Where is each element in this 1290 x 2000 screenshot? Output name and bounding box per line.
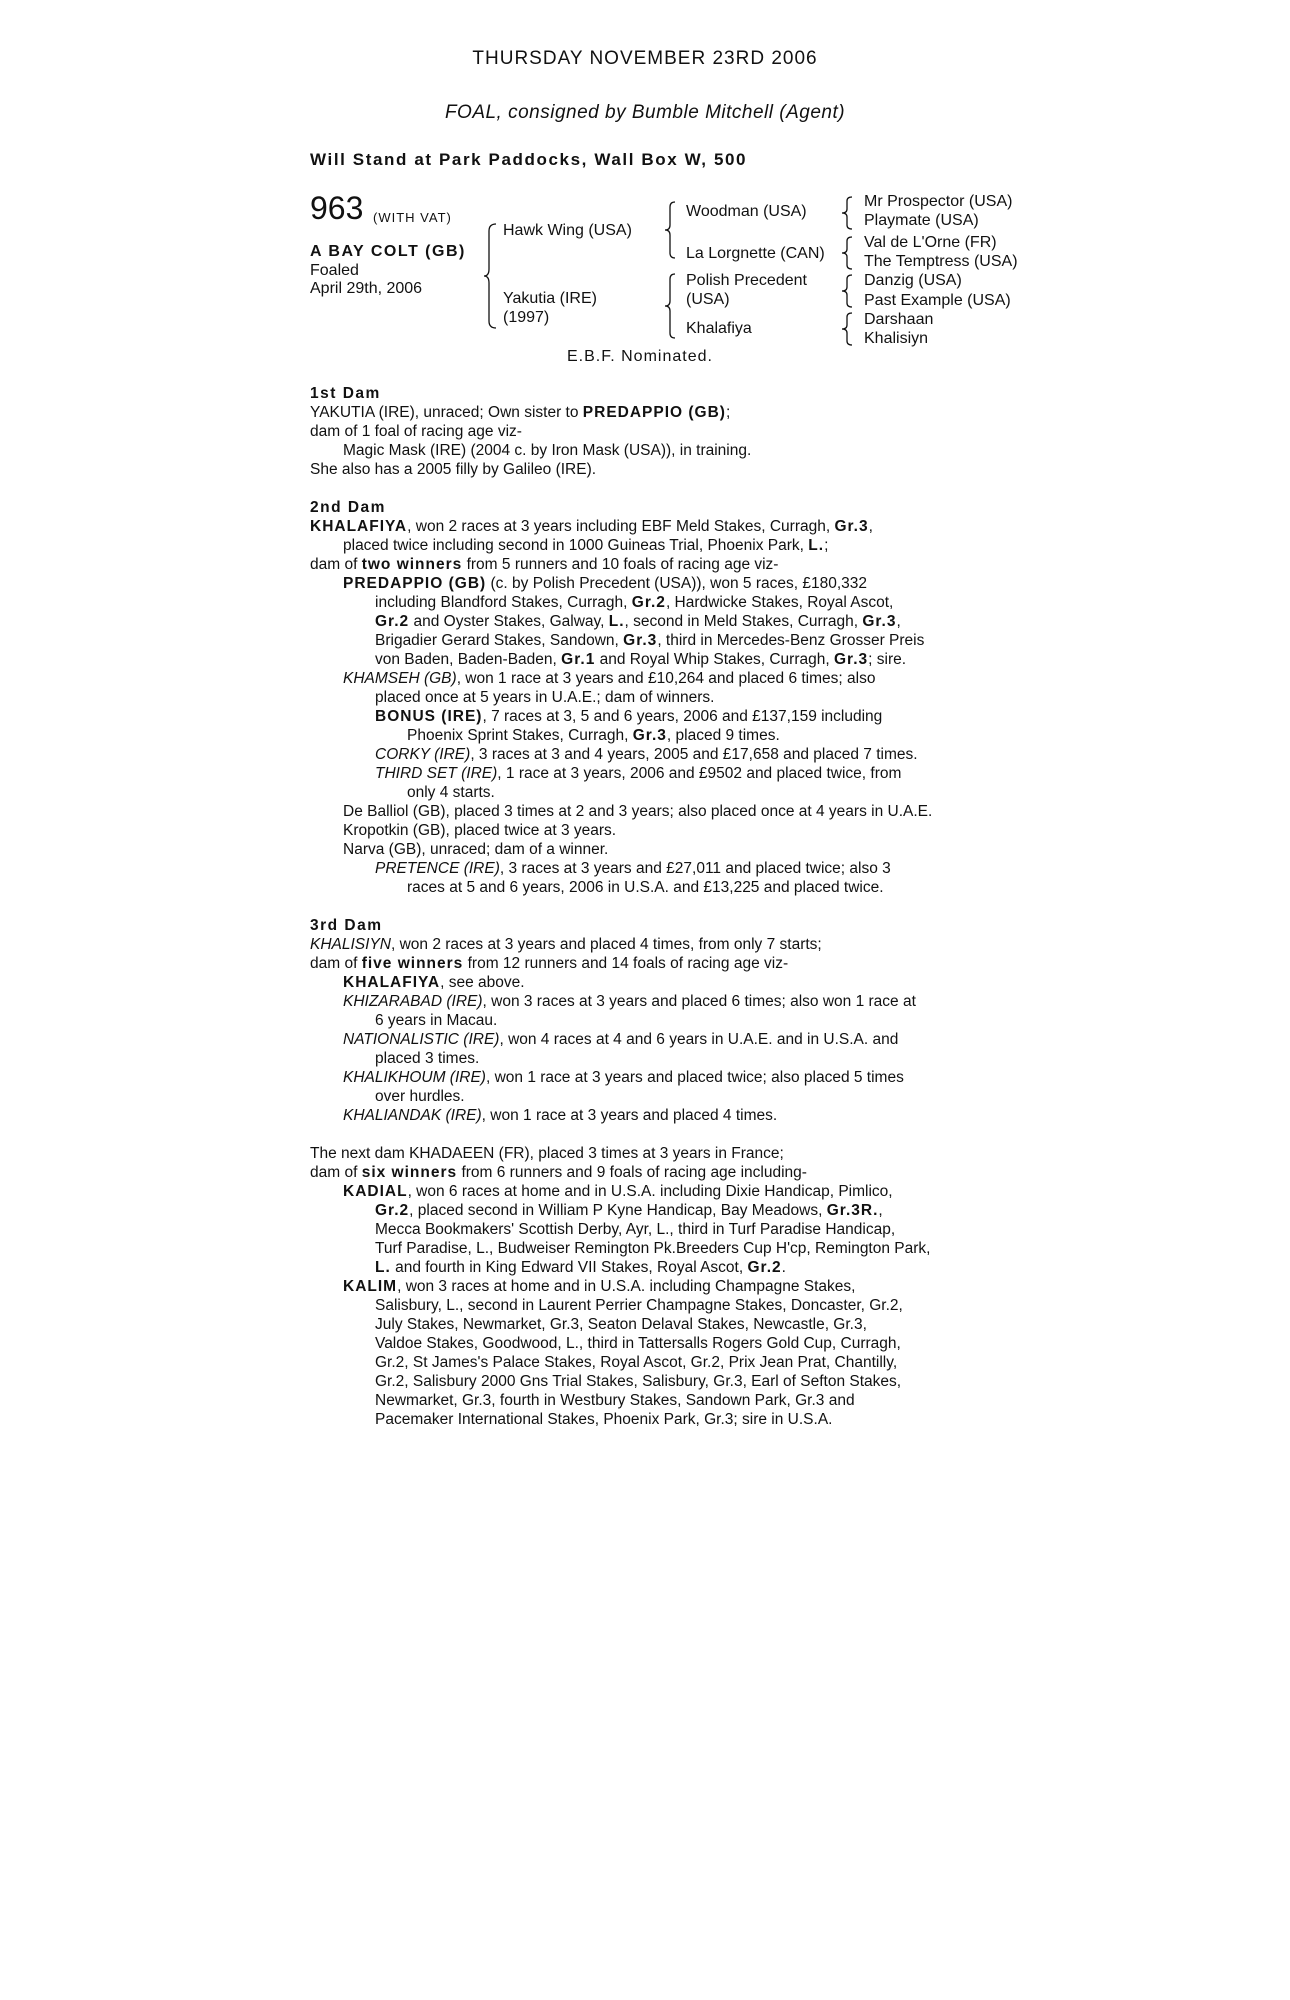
first-dam-line: She also has a 2005 filly by Galileo (IRE).: [310, 461, 597, 478]
second-dam-line: dam of two winners from 5 runners and 10 foals of racing age viz-: [310, 556, 779, 573]
second-dam-line: THIRD SET (IRE), 1 race at 3 years, 2006 and £9502 and placed twice, from: [375, 765, 902, 782]
second-dam-line: including Blandford Stakes, Curragh, Gr.2, Hardwicke Stakes, Royal Ascot,: [375, 594, 894, 611]
pedigree-dam-sire-name: Polish Precedent: [686, 272, 807, 289]
foaled-label: Foaled: [310, 262, 359, 279]
third-dam-line: KHALAFIYA, see above.: [343, 974, 525, 991]
ebf-nominated: E.B.F. Nominated.: [567, 348, 713, 365]
vat-note: (WITH VAT): [373, 210, 452, 225]
sale-date: THURSDAY NOVEMBER 23RD 2006: [472, 48, 818, 69]
pedigree-dam-dam: Khalafiya: [686, 320, 752, 337]
next-dam-line: Turf Paradise, L., Budweiser Remington Pk.Breeders Cup H'cp, Remington Park,: [375, 1240, 931, 1257]
third-dam-line: dam of five winners from 12 runners and 14 foals of racing age viz-: [310, 955, 789, 972]
pedigree-dam-sire: [686, 271, 807, 309]
lot-number: 963: [310, 190, 364, 226]
second-dam-section: [310, 498, 990, 897]
third-dam-heading: 3rd Dam: [310, 917, 383, 934]
next-dam-line: Gr.2, St James's Palace Stakes, Royal Ascot, Gr.2, Prix Jean Prat, Chantilly,: [375, 1354, 898, 1371]
third-dam-section: [310, 916, 990, 1125]
second-dam-line: KHALAFIYA, won 2 races at 3 years including EBF Meld Stakes, Curragh, Gr.3,: [310, 518, 873, 535]
second-dam-line: placed once at 5 years in U.A.E.; dam of winners.: [375, 689, 715, 706]
next-dam-line: July Stakes, Newmarket, Gr.3, Seaton Delaval Stakes, Newcastle, Gr.3,: [375, 1316, 867, 1333]
pedigree-g4: The Temptress (USA): [864, 253, 1018, 270]
first-dam-line: dam of 1 foal of racing age viz-: [310, 423, 522, 440]
pedigree-dam-name: Yakutia (IRE): [503, 290, 597, 307]
stand-location: Will Stand at Park Paddocks, Wall Box W, 500: [310, 150, 748, 169]
pedigree-dam-year: (1997): [503, 309, 550, 326]
next-dam-section: [310, 1144, 990, 1429]
third-dam-line: placed 3 times.: [375, 1050, 480, 1067]
pedigree-brace-g3: [842, 273, 854, 309]
second-dam-line: races at 5 and 6 years, 2006 in U.S.A. and £13,225 and placed twice.: [407, 879, 884, 896]
next-dam-line: The next dam KHADAEEN (FR), placed 3 times at 3 years in France;: [310, 1145, 784, 1162]
next-dam-line: Gr.2, Salisbury 2000 Gns Trial Stakes, Salisbury, Gr.3, Earl of Sefton Stakes,: [375, 1373, 902, 1390]
pedigree-g8: Khalisiyn: [864, 330, 929, 347]
next-dam-line: Gr.2, placed second in William P Kyne Handicap, Bay Meadows, Gr.3R.,: [375, 1202, 883, 1219]
third-dam-line: KHIZARABAD (IRE), won 3 races at 3 years and placed 6 times; also won 1 race at: [343, 993, 916, 1010]
foaled-info: [310, 262, 422, 298]
second-dam-line: Gr.2 and Oyster Stakes, Galway, L., second in Meld Stakes, Curragh, Gr.3,: [375, 613, 901, 630]
pedigree-brace-g1: [842, 195, 854, 231]
second-dam-line: PRETENCE (IRE), 3 races at 3 years and £27,011 and placed twice; also 3: [375, 860, 891, 877]
pedigree-g6: Past Example (USA): [864, 292, 1011, 309]
next-dam-line: KADIAL, won 6 races at home and in U.S.A. including Dixie Handicap, Pimlico,: [343, 1183, 893, 1200]
second-dam-line: Brigadier Gerard Stakes, Sandown, Gr.3, third in Mercedes-Benz Grosser Preis: [375, 632, 925, 649]
pedigree-brace-dam: [665, 272, 677, 340]
pedigree-brace-g2: [842, 235, 854, 271]
second-dam-line: Narva (GB), unraced; dam of a winner.: [343, 841, 609, 858]
next-dam-line: dam of six winners from 6 runners and 9 foals of racing age including-: [310, 1164, 807, 1181]
next-dam-line: L. and fourth in King Edward VII Stakes, Royal Ascot, Gr.2.: [375, 1259, 786, 1276]
consignor-line: FOAL, consigned by Bumble Mitchell (Agent): [444, 102, 846, 123]
next-dam-line: Valdoe Stakes, Goodwood, L., third in Tattersalls Rogers Gold Cup, Curragh,: [375, 1335, 901, 1352]
first-dam-line: YAKUTIA (IRE), unraced; Own sister to PREDAPPIO (GB);: [310, 404, 731, 421]
second-dam-line: KHAMSEH (GB), won 1 race at 3 years and £10,264 and placed 6 times; also: [343, 670, 876, 687]
pedigree-brace-sire: [665, 200, 677, 260]
second-dam-line: Kropotkin (GB), placed twice at 3 years.: [343, 822, 617, 839]
foaled-date: April 29th, 2006: [310, 280, 423, 297]
third-dam-line: KHALISIYN, won 2 races at 3 years and placed 4 times, from only 7 starts;: [310, 936, 822, 953]
pedigree-brace-g4: [842, 311, 854, 347]
next-dam-line: Salisbury, L., second in Laurent Perrier Champagne Stakes, Doncaster, Gr.2,: [375, 1297, 903, 1314]
next-dam-line: Newmarket, Gr.3, fourth in Westbury Stakes, Sandown Park, Gr.3 and: [375, 1392, 855, 1409]
second-dam-line: only 4 starts.: [407, 784, 495, 801]
catalogue-body: [310, 384, 990, 1448]
first-dam-line: Magic Mask (IRE) (2004 c. by Iron Mask (USA)), in training.: [343, 442, 752, 459]
next-dam-line: Mecca Bookmakers' Scottish Derby, Ayr, L., third in Turf Paradise Handicap,: [375, 1221, 896, 1238]
next-dam-line: Pacemaker International Stakes, Phoenix Park, Gr.3; sire in U.S.A.: [375, 1411, 833, 1428]
second-dam-line: BONUS (IRE), 7 races at 3, 5 and 6 years, 2006 and £137,159 including: [375, 708, 883, 725]
pedigree-sire: Hawk Wing (USA): [503, 222, 632, 239]
third-dam-line: 6 years in Macau.: [375, 1012, 498, 1029]
third-dam-line: NATIONALISTIC (IRE), won 4 races at 4 and 6 years in U.A.E. and in U.S.A. and: [343, 1031, 899, 1048]
second-dam-line: von Baden, Baden-Baden, Gr.1 and Royal Whip Stakes, Curragh, Gr.3; sire.: [375, 651, 907, 668]
second-dam-line: placed twice including second in 1000 Guineas Trial, Phoenix Park, L.;: [343, 537, 829, 554]
pedigree-g3: Val de L'Orne (FR): [864, 234, 997, 251]
pedigree-g7: Darshaan: [864, 311, 934, 328]
pedigree-dam: [503, 289, 597, 327]
pedigree-sire-sire: Woodman (USA): [686, 203, 807, 220]
second-dam-heading: 2nd Dam: [310, 499, 386, 516]
pedigree-g1: Mr Prospector (USA): [864, 193, 1013, 210]
third-dam-line: KHALIANDAK (IRE), won 1 race at 3 years and placed 4 times.: [343, 1107, 778, 1124]
pedigree-brace-main: [484, 222, 498, 330]
third-dam-line: over hurdles.: [375, 1088, 465, 1105]
second-dam-line: CORKY (IRE), 3 races at 3 and 4 years, 2005 and £17,658 and placed 7 times.: [375, 746, 918, 763]
third-dam-line: KHALIKHOUM (IRE), won 1 race at 3 years and placed twice; also placed 5 times: [343, 1069, 904, 1086]
pedigree-g5: Danzig (USA): [864, 272, 962, 289]
first-dam-heading: 1st Dam: [310, 385, 381, 402]
lot-description: A BAY COLT (GB): [310, 243, 466, 260]
second-dam-line: Phoenix Sprint Stakes, Curragh, Gr.3, placed 9 times.: [407, 727, 780, 744]
pedigree-dam-sire-country: (USA): [686, 291, 730, 308]
first-dam-section: [310, 384, 990, 479]
pedigree-sire-dam: La Lorgnette (CAN): [686, 245, 825, 262]
pedigree-g2: Playmate (USA): [864, 212, 979, 229]
next-dam-line: KALIM, won 3 races at home and in U.S.A. including Champagne Stakes,: [343, 1278, 856, 1295]
second-dam-line: PREDAPPIO (GB) (c. by Polish Precedent (USA)), won 5 races, £180,332: [343, 575, 867, 592]
second-dam-line: De Balliol (GB), placed 3 times at 2 and 3 years; also placed once at 4 years in U.A.E.: [343, 803, 933, 820]
